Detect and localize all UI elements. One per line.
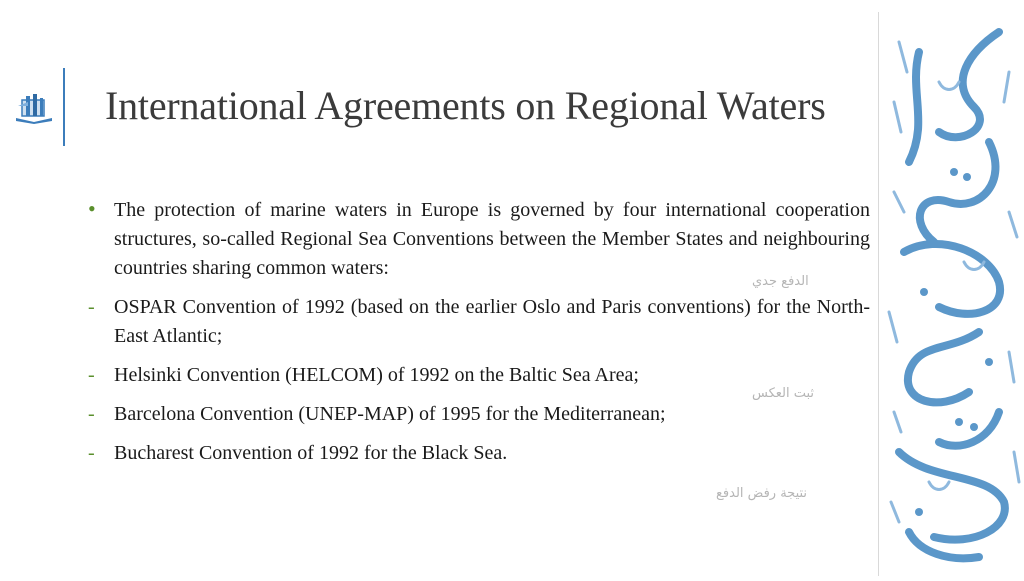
page-title: International Agreements on Regional Waters bbox=[105, 83, 826, 128]
list-item bbox=[88, 293, 870, 351]
institution-logo-icon bbox=[14, 92, 54, 124]
header-divider bbox=[63, 68, 65, 146]
dash-marker: - bbox=[88, 442, 95, 464]
arabic-annotation: الدفع جدي bbox=[752, 274, 809, 289]
dash-marker: - bbox=[88, 403, 95, 425]
list-item-text: The protection of marine waters in Europe is governed by four international cooperation structures, so-called Regional Sea Conventions between the Member States and neighbouring countries sharing common waters: bbox=[114, 199, 870, 279]
calligraphy-decoration bbox=[878, 12, 1024, 576]
arabic-calligraphy-icon bbox=[879, 12, 1024, 576]
list-item bbox=[88, 400, 870, 429]
bullet-marker: • bbox=[88, 196, 96, 221]
list-item-text: Barcelona Convention (UNEP-MAP) of 1995 for the Mediterranean; bbox=[114, 403, 666, 425]
list-item-text: OSPAR Convention of 1992 (based on the earlier Oslo and Paris conventions) for the North-East Atlantic; bbox=[114, 296, 870, 347]
list-item-text: Helsinki Convention (HELCOM) of 1992 on the Baltic Sea Area; bbox=[114, 364, 639, 386]
list-item bbox=[88, 439, 870, 468]
arabic-annotation: نتيجة رفض الدفع bbox=[716, 486, 808, 501]
list-item-text: Bucharest Convention of 1992 for the Black Sea. bbox=[114, 442, 508, 464]
arabic-annotation: ثبت العكس bbox=[752, 386, 815, 401]
dash-marker: - bbox=[88, 364, 95, 386]
content-list bbox=[88, 196, 870, 478]
list-item bbox=[88, 196, 870, 283]
dash-marker: - bbox=[88, 296, 95, 318]
